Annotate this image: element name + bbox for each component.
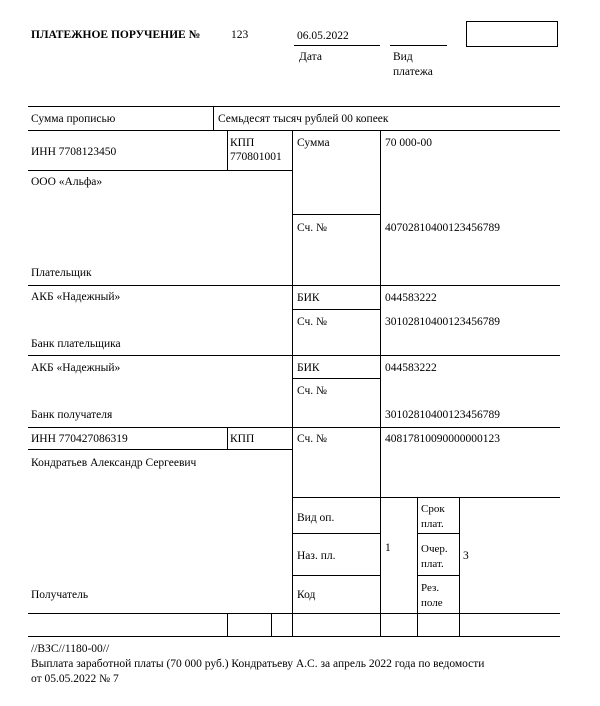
vline-mid-left [292,130,293,613]
payer-inn: ИНН 7708123450 [31,146,117,158]
sum-label: Сумма [297,137,330,149]
recipient-kpp-label: КПП [230,433,255,445]
rule-payer-inn [28,170,292,171]
vline-bottom-1 [227,613,228,636]
rule-recipient-bank [28,427,560,428]
payer-kpp-value: 770801001 [230,151,282,163]
payer-bank-account-value: 30102810400123456789 [385,316,500,328]
sum-value: 70 000-00 [385,137,432,149]
recipient-role-label: Получатель [31,589,89,601]
payment-type-label-2: платежа [393,66,433,78]
rule-bottom [28,636,560,637]
recipient-bank-account-label: Сч. № [297,385,328,397]
rule-recipient-account [292,497,560,498]
rule-payer [28,285,560,286]
recipient-bank-account-value: 30102810400123456789 [385,409,500,421]
payer-kpp-label: КПП [230,137,255,149]
term-label: Срок [421,503,445,515]
rule-sum [292,214,380,215]
rule-op-type [292,533,380,534]
term-label-2: плат. [421,518,444,530]
op-type-value: 1 [385,542,391,554]
recipient-account-label: Сч. № [297,433,328,445]
purpose-code-label: Наз. пл. [297,550,336,562]
form-title: ПЛАТЕЖНОЕ ПОРУЧЕНИЕ № [31,29,201,41]
rule-order [417,575,459,576]
amount-words-value: Семьдесят тысяч рублей 00 копеек [218,113,389,125]
reserve-label: Рез. [421,582,440,594]
payer-bank-bik-value: 044583222 [385,292,437,304]
payer-account-value: 40702810400123456789 [385,222,500,234]
payer-bank-bik-label: БИК [297,292,320,304]
vline-codes-left [417,497,418,636]
payer-account-label: Сч. № [297,222,328,234]
rule-amount-words [28,130,560,131]
recipient-account-value: 40817810090000000123 [385,433,500,445]
recipient-bank-bik-label: БИК [297,362,320,374]
payment-type-underline [390,45,447,46]
reserve-label-2: поле [421,597,443,609]
vline-codes-right [459,497,460,636]
code-label: Код [297,589,316,601]
payer-role-label: Плательщик [31,267,92,279]
recipient-bank-bik-value: 044583222 [385,362,437,374]
vline-mid-right [380,130,381,636]
rule-term [417,533,459,534]
vline-bottom-3 [292,613,293,636]
rule-purpose [292,575,380,576]
rule-recipient [28,613,560,614]
order-number: 123 [231,29,249,41]
op-type-label: Вид оп. [297,512,335,524]
purpose-text-line-1: Выплата заработной платы (70 000 руб.) Кондратьеву А.С. за апрель 2022 года по ведомости [31,658,485,670]
vline-bottom-2 [271,613,272,636]
vline-amount-words [213,106,214,130]
rule-top [28,106,560,107]
order-label: Очер. [421,543,448,555]
purpose-code-line: //ВЗС//1180-00// [31,643,110,655]
payer-name: ООО «Альфа» [31,176,103,188]
date-underline [294,45,380,46]
form-code-box [466,21,558,47]
rule-recipient-inn [28,449,292,450]
vline-payer-kpp [227,130,228,170]
recipient-bank-name: АКБ «Надежный» [31,362,121,374]
payer-bank-name: АКБ «Надежный» [31,291,121,303]
order-date: 06.05.2022 [297,30,349,42]
date-label: Дата [299,51,322,63]
recipient-inn: ИНН 770427086319 [31,433,128,445]
recipient-name: Кондратьев Александр Сергеевич [31,457,197,469]
payer-bank-account-label: Сч. № [297,316,328,328]
rule-recipient-bik [292,378,380,379]
order-label-2: плат. [421,558,444,570]
payer-bank-role-label: Банк плательщика [31,338,121,350]
recipient-bank-role-label: Банк получателя [31,409,113,421]
vline-recipient-kpp [227,427,228,449]
payment-type-label: Вид [393,51,413,63]
order-value: 3 [463,550,469,562]
rule-payer-bank [28,355,560,356]
amount-words-label: Сумма прописью [31,113,116,125]
purpose-text-line-2: от 05.05.2022 № 7 [31,673,119,685]
rule-payer-bik [292,309,380,310]
